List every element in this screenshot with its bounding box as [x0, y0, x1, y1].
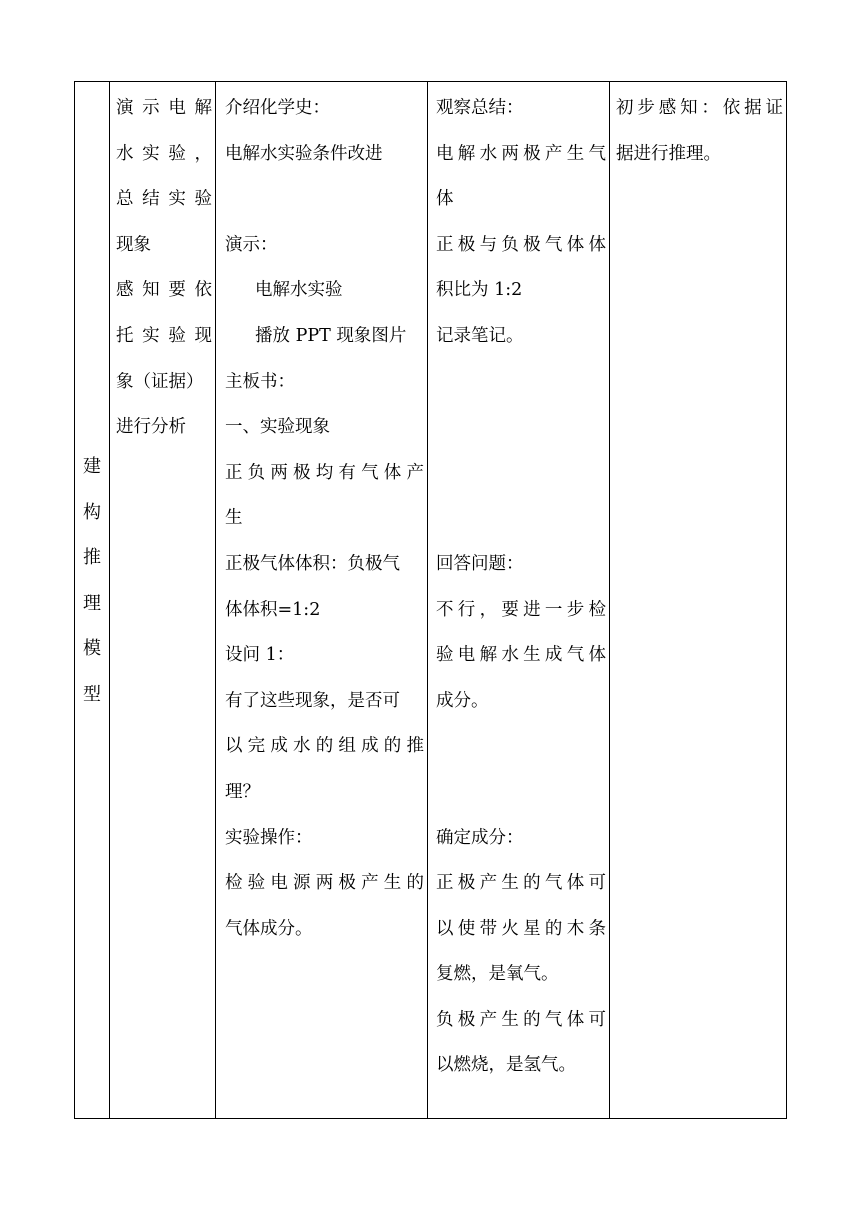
teacher-line: 介绍化学史：	[225, 98, 330, 118]
teacher-line: 检验电源两极产生的	[225, 873, 424, 894]
blank-line	[436, 360, 606, 406]
activity-line: 象（证据）	[116, 371, 204, 392]
teacher-line: 电解水实验条件改进	[225, 143, 383, 164]
blank-line	[436, 724, 606, 770]
stage-label	[75, 82, 109, 718]
student-line: 电解水两极产生气	[436, 143, 606, 164]
student-line: 复燃，是氧气。	[436, 964, 559, 985]
student-line: 回答问题：	[436, 553, 524, 574]
stage-char: 理	[83, 592, 101, 614]
activity-line: 进行分析	[116, 417, 186, 438]
stage-char: 模	[83, 638, 101, 660]
blank-line	[436, 451, 606, 497]
teacher-line: 主板书：	[225, 371, 295, 392]
teacher-line: 正极气体体积：负极气	[225, 553, 400, 574]
student-line: 积比为 1:2	[436, 280, 523, 301]
teacher-line: 设问 1：	[225, 645, 295, 666]
activity-line: 演示电解	[116, 98, 212, 118]
stage-char: 推	[83, 547, 101, 569]
teacher-line: 播放 PPT 现象图片	[255, 325, 407, 346]
student-activity-cell	[428, 82, 610, 1119]
teacher-line: 以完成水的组成的推	[225, 736, 424, 757]
intent-line: 据进行推理。	[616, 143, 721, 164]
teacher-line: 体体积=1:2	[225, 599, 321, 620]
student-line: 不行，要进一步检	[436, 599, 606, 620]
student-line: 正极与负极气体体	[436, 234, 606, 255]
blank-line	[436, 770, 606, 816]
teacher-line: 理？	[225, 781, 260, 802]
student-line: 以使带火星的木条	[436, 918, 606, 939]
teacher-line: 实验操作：	[225, 827, 313, 848]
student-line: 体	[436, 189, 454, 210]
blank-line	[436, 405, 606, 451]
blank-line	[225, 177, 424, 223]
activity-line: 托实验现	[116, 325, 212, 346]
activity-line: 现象	[116, 234, 151, 255]
activity-line: 总结实验	[116, 189, 212, 210]
student-line: 以燃烧，是氢气。	[436, 1055, 576, 1076]
activity-line: 感知要依	[116, 280, 212, 301]
student-line: 正极产生的气体可	[436, 873, 606, 894]
lesson-plan-table	[74, 81, 787, 1119]
teacher-line: 演示：	[225, 234, 278, 255]
teacher-line: 电解水实验	[255, 280, 343, 301]
stage-char: 型	[83, 683, 101, 705]
blank-line	[436, 496, 606, 542]
stage-char: 建	[83, 456, 101, 477]
student-line: 验电解水生成气体	[436, 645, 606, 666]
stage-char: 构	[83, 501, 101, 523]
teacher-line: 生	[225, 508, 243, 529]
teacher-line: 有了这些现象，是否可	[225, 690, 400, 711]
activity-cell	[110, 82, 216, 1119]
intent-line: 初步感知：依据证	[616, 98, 783, 118]
student-line: 确定成分：	[436, 827, 524, 848]
student-line: 记录笔记。	[436, 325, 524, 346]
activity-line: 水实验，	[116, 143, 212, 164]
teacher-line: 正负两极均有气体产	[225, 462, 424, 483]
teacher-line: 气体成分。	[225, 918, 313, 939]
table-row	[75, 82, 787, 1119]
student-line: 负极产生的气体可	[436, 1009, 606, 1030]
teacher-activity-cell	[216, 82, 428, 1119]
student-line: 成分。	[436, 690, 489, 711]
student-line: 观察总结：	[436, 98, 524, 118]
teacher-line: 一、实验现象	[225, 417, 330, 438]
stage-cell	[75, 82, 110, 1119]
design-intent-cell	[610, 82, 787, 1119]
